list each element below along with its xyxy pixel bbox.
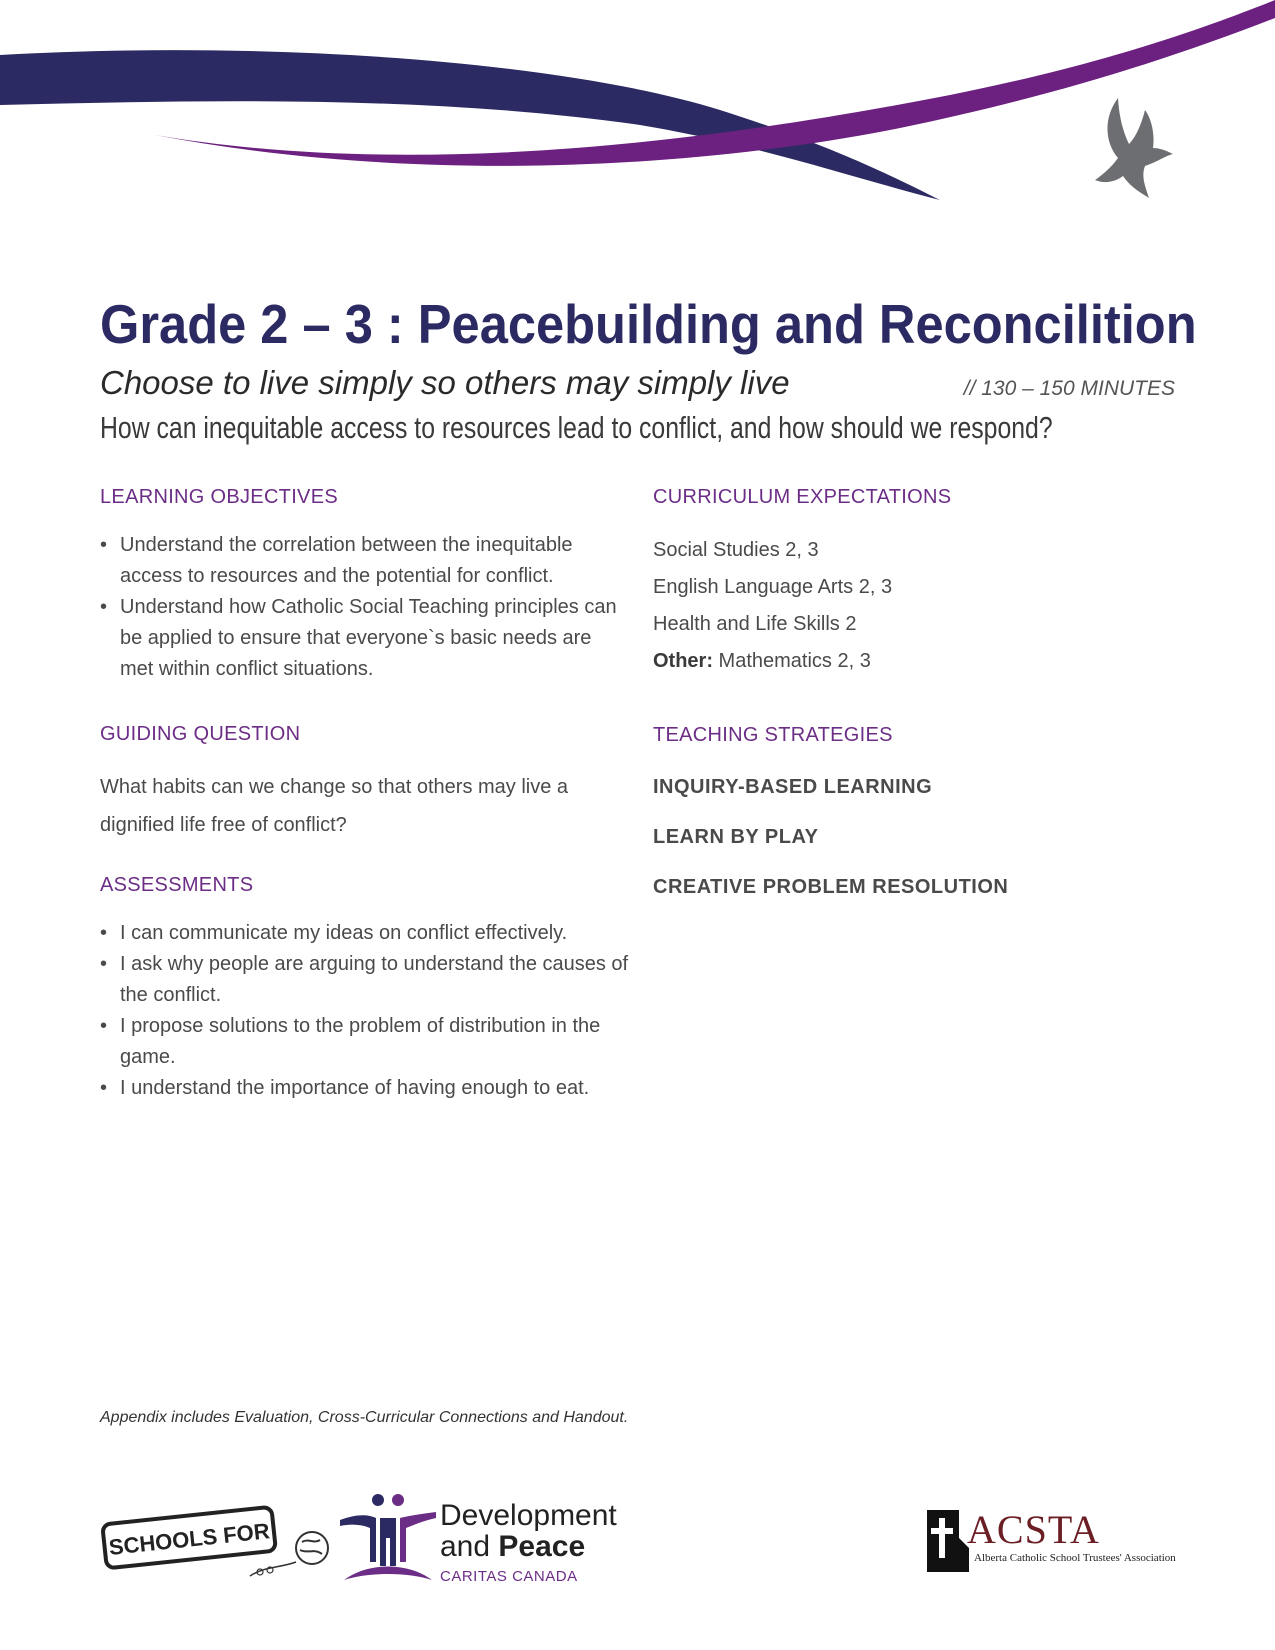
list-item: • I understand the importance of having enough to eat. [100, 1073, 630, 1104]
dp-and: and [440, 1530, 499, 1563]
schools-for-logo [100, 1492, 340, 1582]
list-item: • Understand how Catholic Social Teaching principles can be applied to ensure that everyone`s basic needs are met within conflict situations. [100, 592, 630, 685]
curriculum-list [653, 532, 1193, 680]
strategy-item: LEARN BY PLAY [653, 826, 819, 848]
strategy-item: INQUIRY-BASED LEARNING [653, 776, 933, 798]
list-item: • I propose solutions to the problem of distribution in the game. [100, 1011, 630, 1073]
guiding-question-heading: GUIDING QUESTION [100, 723, 301, 745]
development-and-peace-emblem [338, 1492, 438, 1587]
teaching-strategies-heading: TEACHING STRATEGIES [653, 724, 893, 746]
driving-question: How can inequitable access to resources lead to conflict, and how should we respond? [100, 410, 1053, 445]
left-column [100, 486, 630, 1104]
list-item: • I ask why people are arguing to understand the causes of the conflict. [100, 949, 630, 1011]
other-value: Mathematics 2, 3 [713, 650, 871, 672]
assessments-heading: ASSESSMENTS [100, 874, 254, 896]
duration-label: // 130 – 150 MINUTES [963, 377, 1175, 400]
curriculum-item: English Language Arts 2, 3 [653, 576, 893, 598]
learning-objectives-list [100, 530, 630, 685]
acsta-fullname: Alberta Catholic School Trustees' Association [974, 1552, 1176, 1564]
acsta-wordmark: ACSTA [967, 1507, 1100, 1552]
right-column [653, 486, 1193, 899]
list-item: • I can communicate my ideas on conflict effectively. [100, 918, 630, 949]
assessments-list [100, 918, 630, 1104]
curriculum-item: Social Studies 2, 3 [653, 539, 819, 561]
other-label: Other: [653, 650, 713, 672]
dp-line1: Development [440, 1499, 617, 1532]
strategy-item: CREATIVE PROBLEM RESOLUTION [653, 876, 1009, 898]
dp-peace: Peace [498, 1530, 586, 1563]
page-title: Grade 2 – 3 : Peacebuilding and Reconcilition [100, 293, 1197, 355]
schools-for-text: SCHOOLS FOR [107, 1518, 271, 1560]
dove-icon [1093, 98, 1173, 203]
curriculum-item-other [653, 643, 1193, 680]
alberta-cross-icon [925, 1508, 973, 1574]
learning-objectives-heading: LEARNING OBJECTIVES [100, 486, 338, 508]
curriculum-heading: CURRICULUM EXPECTATIONS [653, 486, 952, 508]
dp-line2 [440, 1530, 585, 1564]
list-item: • Understand the correlation between the inequitable access to resources and the potential for conflict. [100, 530, 630, 592]
guiding-question-text: What habits can we change so that others may live a dignified life free of conflict? [100, 776, 569, 836]
curriculum-item: Health and Life Skills 2 [653, 613, 857, 635]
tagline: Choose to live simply so others may simply live [100, 364, 790, 401]
dp-caritas: CARITAS CANADA [440, 1568, 578, 1585]
appendix-note: Appendix includes Evaluation, Cross-Curricular Connections and Handout. [100, 1409, 629, 1426]
header-swoosh [0, 0, 1275, 210]
